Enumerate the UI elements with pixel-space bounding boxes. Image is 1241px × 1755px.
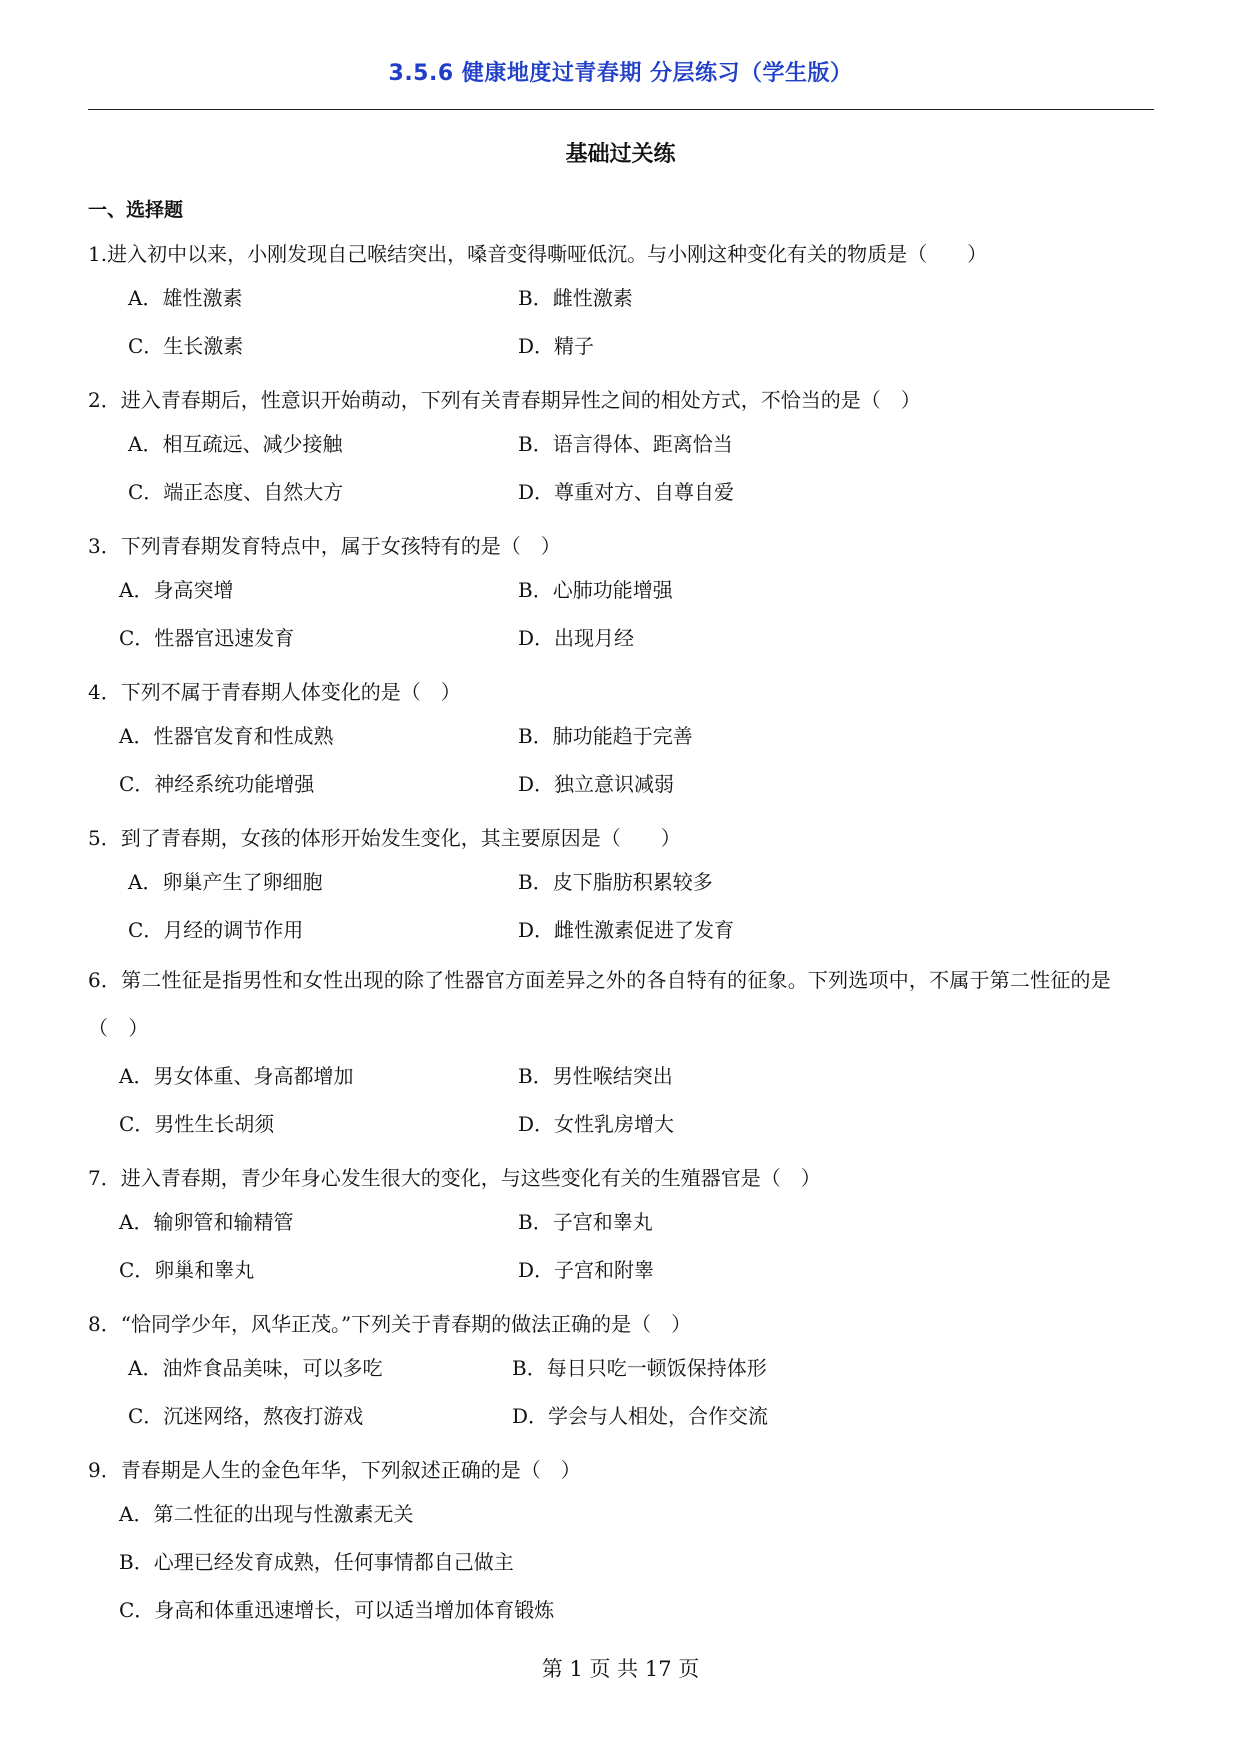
question-4-stem: 4．下列不属于青春期人体变化的是（ ） <box>88 680 461 704</box>
question-8-option-d: D．学会与人相处，合作交流 <box>512 1404 769 1428</box>
question-4-option-b: B．肺功能趋于完善 <box>518 724 693 748</box>
question-1-stem: 1.进入初中以来，小刚发现自己喉结突出，嗓音变得嘶哑低沉。与小刚这种变化有关的物质是（ ） <box>88 242 988 266</box>
question-7-option-d: D．子宫和附睾 <box>518 1258 655 1282</box>
header-divider <box>88 109 1154 110</box>
part-title: 一、选择题 <box>88 199 184 221</box>
question-2-option-a: A．相互疏远、减少接触 <box>128 432 343 456</box>
question-3-option-a: A．身高突增 <box>119 578 234 602</box>
page-number: 第 1 页 共 17 页 <box>541 1657 700 1681</box>
question-6-stem: 6．第二性征是指男性和女性出现的除了性器官方面差异之外的各自特有的征象。下列选项中，不属于第二性征的是（ ） <box>88 968 1111 1040</box>
question-7-option-b: B．子宫和睾丸 <box>518 1210 653 1234</box>
question-9-stem: 9．青春期是人生的金色年华，下列叙述正确的是（ ） <box>88 1458 581 1482</box>
question-9-option-a: A．第二性征的出现与性激素无关 <box>119 1502 414 1526</box>
question-7-option-a: A．输卵管和输精管 <box>119 1210 294 1234</box>
question-5-stem: 5．到了青春期，女孩的体形开始发生变化，其主要原因是（ ） <box>88 826 681 850</box>
question-6-option-a: A．男女体重、身高都增加 <box>119 1064 354 1088</box>
question-3-option-d: D．出现月经 <box>518 626 635 650</box>
question-4-option-c: C．神经系统功能增强 <box>119 772 315 796</box>
question-9-option-c: C．身高和体重迅速增长，可以适当增加体育锻炼 <box>119 1598 555 1622</box>
question-8-option-a: A．油炸食品美味，可以多吃 <box>128 1356 383 1380</box>
question-3-option-b: B．心肺功能增强 <box>518 578 673 602</box>
question-3-option-c: C．性器官迅速发育 <box>119 626 295 650</box>
question-7-option-c: C．卵巢和睾丸 <box>119 1258 255 1282</box>
question-9-option-b: B．心理已经发育成熟，任何事情都自己做主 <box>119 1550 514 1574</box>
question-2-stem: 2．进入青春期后，性意识开始萌动，下列有关青春期异性之间的相处方式，不恰当的是（ ） <box>88 388 921 412</box>
question-1-option-b: B．雌性激素 <box>518 286 633 310</box>
question-1-option-c: C．生长激素 <box>128 334 244 358</box>
question-8-stem: 8．“恰同学少年，风华正茂。”下列关于青春期的做法正确的是（ ） <box>88 1312 692 1336</box>
question-2-option-b: B．语言得体、距离恰当 <box>518 432 733 456</box>
question-3-stem: 3．下列青春期发育特点中，属于女孩特有的是（ ） <box>88 534 561 558</box>
question-6-option-d: D．女性乳房增大 <box>518 1112 675 1136</box>
question-1-option-a: A．雄性激素 <box>128 286 243 310</box>
question-4-option-d: D．独立意识减弱 <box>518 772 675 796</box>
question-5-option-b: B．皮下脂肪积累较多 <box>518 870 713 894</box>
question-6-option-b: B．男性喉结突出 <box>518 1064 673 1088</box>
question-5-option-c: C．月经的调节作用 <box>128 918 304 942</box>
question-1-option-d: D．精子 <box>518 334 595 358</box>
document-title: 3.5.6 健康地度过青春期 分层练习（学生版） <box>388 61 853 86</box>
question-5-option-a: A．卵巢产生了卵细胞 <box>128 870 323 894</box>
question-2-option-c: C．端正态度、自然大方 <box>128 480 344 504</box>
question-7-stem: 7．进入青春期，青少年身心发生很大的变化，与这些变化有关的生殖器官是（ ） <box>88 1166 821 1190</box>
question-5-option-d: D．雌性激素促进了发育 <box>518 918 735 942</box>
question-6-option-c: C．男性生长胡须 <box>119 1112 275 1136</box>
section-title: 基础过关练 <box>565 142 676 167</box>
question-2-option-d: D．尊重对方、自尊自爱 <box>518 480 735 504</box>
question-4-option-a: A．性器官发育和性成熟 <box>119 724 334 748</box>
question-8-option-b: B．每日只吃一顿饭保持体形 <box>512 1356 767 1380</box>
question-8-option-c: C．沉迷网络，熬夜打游戏 <box>128 1404 364 1428</box>
